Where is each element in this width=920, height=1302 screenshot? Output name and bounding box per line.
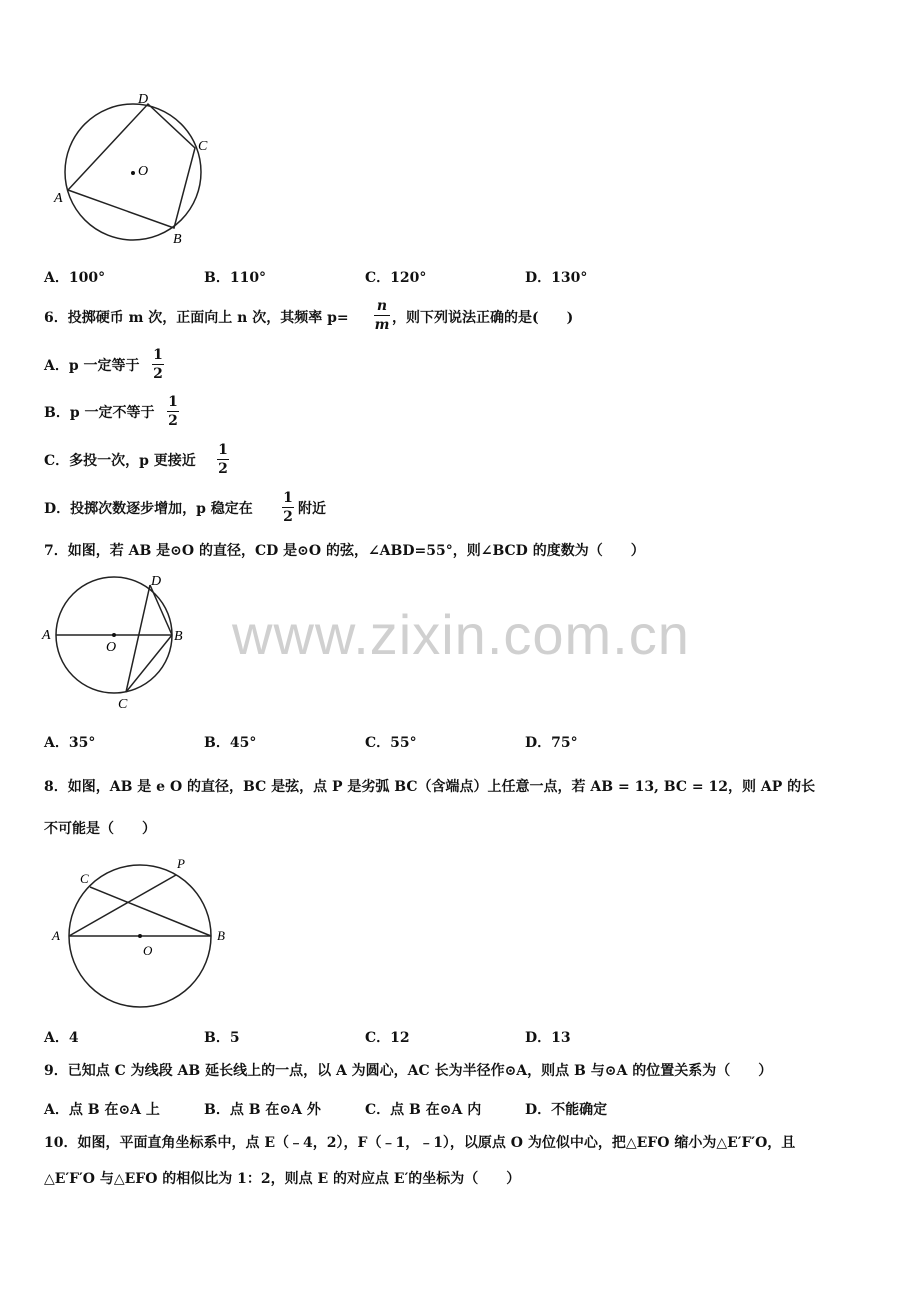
- q7-label-D: D: [151, 574, 162, 589]
- q9-option-d: D．不能确定: [525, 1102, 608, 1118]
- q8-figure: [46, 856, 242, 1012]
- q6-b-den: 2: [168, 413, 178, 429]
- q6-b-num: 1: [168, 394, 178, 410]
- q6-d-num: 1: [283, 490, 293, 506]
- q5-option-d: D．130°: [525, 270, 588, 286]
- q6-c-bar: [217, 459, 229, 460]
- q7-stem: 7．如图，若 AB 是⊙O 的直径，CD 是⊙O 的弦，∠ABD=55°，则∠BCD 的度数为（ ）: [44, 543, 645, 559]
- q8-option-b: B．5: [204, 1030, 240, 1046]
- q6-fraction-n-over-m: [374, 298, 390, 333]
- q7-option-d: D．75°: [525, 735, 578, 751]
- q6-d-bar: [282, 507, 294, 508]
- q7-label-A: A: [42, 628, 51, 643]
- q6-stem-post: ，则下列说法正确的是( ): [392, 310, 574, 326]
- q9-option-a: A．点 B 在⊙A 上: [44, 1102, 160, 1118]
- q6-option-b-fraction: [167, 394, 179, 429]
- q8-center-dot: [138, 934, 142, 938]
- q5-center-dot: [131, 171, 135, 175]
- q7-figure: [40, 572, 200, 712]
- q8-stem-line1: 8．如图，AB 是 e O 的直径，BC 是弦，点 P 是劣弧 BC（含端点）上任意一点，若 AB = 13, BC = 12，则 AP 的长: [44, 779, 816, 795]
- q10-stem-line2: △E′F′O 与△EFO 的相似比为 1：2，则点 E 的对应点 E′的坐标为（ ）: [44, 1171, 521, 1187]
- q6-stem-pre: 6．投掷硬币 m 次，正面向上 n 次，其频率 p=: [44, 310, 349, 326]
- q9-stem: 9．已知点 C 为线段 AB 延长线上的一点，以 A 为圆心，AC 长为半径作⊙A，则点 B 与⊙A 的位置关系为（ ）: [44, 1063, 773, 1079]
- q6-frac-num: n: [376, 298, 388, 314]
- q10-stem-line1: 10．如图，平面直角坐标系中，点 E（﹣4，2），F（﹣1，﹣1），以原点 O 为位似中心，把△EFO 缩小为△E′F′O，且: [44, 1135, 796, 1151]
- q5-option-c: C．120°: [365, 270, 427, 286]
- q6-option-c: C．多投一次，p 更接近: [44, 453, 196, 469]
- q8-stem-line2: 不可能是（ ）: [44, 821, 156, 837]
- q6-a-den: 2: [153, 366, 163, 382]
- q8-chord-BC: [90, 887, 211, 936]
- q6-a-bar: [152, 364, 164, 365]
- q7-center-dot: [112, 633, 116, 637]
- q6-b-bar: [167, 411, 179, 412]
- q5-figure: [40, 86, 230, 250]
- q6-option-c-fraction: [217, 442, 229, 477]
- q5-label-C: C: [198, 139, 208, 154]
- q6-option-a: A．p 一定等于: [44, 358, 140, 374]
- q5-label-D: D: [138, 92, 149, 107]
- q5-option-a: A．100°: [44, 270, 106, 286]
- q7-option-a: A．35°: [44, 735, 96, 751]
- q6-c-num: 1: [218, 442, 228, 458]
- watermark-text: www.zixin.com.cn: [232, 603, 690, 666]
- q8-label-C: C: [80, 871, 89, 886]
- q5-label-O: O: [138, 164, 149, 179]
- q8-label-P: P: [177, 856, 185, 871]
- q5-label-B: B: [173, 232, 182, 247]
- q7-option-b: B．45°: [204, 735, 257, 751]
- q5-label-A: A: [54, 191, 63, 206]
- q6-a-num: 1: [153, 347, 163, 363]
- q7-label-O: O: [106, 640, 117, 655]
- q8-option-c: C．12: [365, 1030, 410, 1046]
- q6-option-d-tail: 附近: [298, 501, 326, 517]
- q6-option-d-fraction: [282, 490, 294, 525]
- q6-frac-den: m: [374, 317, 390, 333]
- q9-option-c: C．点 B 在⊙A 内: [365, 1102, 482, 1118]
- q7-label-B: B: [174, 629, 183, 644]
- q6-frac-bar: [374, 315, 390, 316]
- q5-option-b: B．110°: [204, 270, 267, 286]
- q7-chord-BD: [150, 585, 172, 635]
- q8-option-d: D．13: [525, 1030, 571, 1046]
- q8-label-B: B: [217, 928, 225, 943]
- q8-label-O: O: [143, 943, 153, 958]
- q8-option-a: A．4: [44, 1030, 79, 1046]
- q6-c-den: 2: [218, 461, 228, 477]
- q6-d-den: 2: [283, 509, 293, 525]
- q7-option-c: C．55°: [365, 735, 417, 751]
- q6-option-b: B．p 一定不等于: [44, 405, 155, 421]
- q6-option-d: D．投掷次数逐步增加，p 稳定在: [44, 501, 253, 517]
- q6-option-a-fraction: [152, 347, 164, 382]
- q9-option-b: B．点 B 在⊙A 外: [204, 1102, 321, 1118]
- q7-label-C: C: [118, 697, 128, 712]
- q8-label-A: A: [52, 928, 60, 943]
